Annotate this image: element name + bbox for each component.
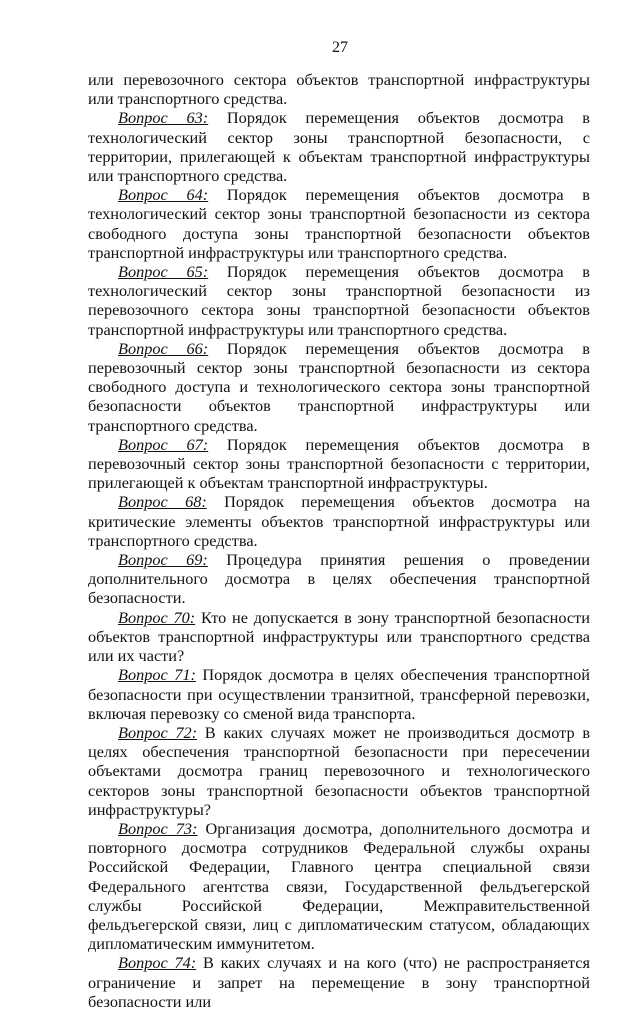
question-64 (88, 185, 590, 262)
question-label: Вопрос 67: (118, 434, 209, 454)
question-text: Порядок перемещения объектов досмотра на критические элементы объектов транспортной инфраструктуры или транспортного средства. (88, 492, 590, 550)
question-text: Кто не допускается в зону транспортной безопасности объектов транспортной инфраструктуры или транспортного средства или их части? (88, 607, 590, 666)
question-text: Порядок перемещения объектов досмотра в технологический сектор зоны транспортной безопасности, с территории, прилегающей к объектам транспортной инфраструктуры или транспортного средства. (88, 108, 590, 186)
question-label: Вопрос 64: (118, 185, 209, 205)
question-label: Вопрос 69: (118, 550, 208, 570)
question-69 (88, 550, 590, 608)
question-text: Порядок перемещения объектов досмотра в перевозочный сектор зоны транспортной безопасности с территории, прилегающей к объектам транспортной инфраструктуры. (88, 434, 590, 493)
question-label: Вопрос 65: (118, 262, 209, 282)
question-66 (88, 339, 590, 435)
question-label: Вопрос 71: (118, 665, 196, 685)
paragraph-continuation (88, 70, 590, 108)
question-text: В каких случаях и на кого (что) не распространяется ограничение и запрет на перемещение в зону транспортной безопасности или (88, 953, 591, 1011)
paragraph-text: или перевозочного сектора объектов транспортной инфраструктуры или транспортного средства. (88, 70, 590, 109)
question-text: Порядок досмотра в целях обеспечения транспортной безопасности при осуществлении транзитной, трансферной перевозки, включая перевозку со сменой вида транспорта. (88, 665, 590, 723)
question-73 (88, 819, 590, 953)
question-70 (88, 608, 590, 666)
question-67 (88, 435, 590, 493)
question-72 (88, 723, 590, 819)
document-body (88, 70, 590, 1011)
question-68 (88, 492, 590, 550)
question-text: Порядок перемещения объектов досмотра в перевозочный сектор зоны транспортной безопасности из сектора свободного доступа и технологического сектора зоны транспортной безопасности объектов транспортной инфраструктуры или транспортного средства. (88, 338, 590, 435)
question-label: Вопрос 74: (118, 953, 197, 973)
question-text: Процедура принятия решения о проведении дополнительного досмотра в целях обеспечения транспортной безопасности. (88, 550, 590, 608)
question-label: Вопрос 72: (118, 722, 198, 742)
question-label: Вопрос 73: (118, 818, 198, 838)
question-label: Вопрос 63: (118, 108, 209, 128)
question-71 (88, 665, 590, 723)
question-text: Порядок перемещения объектов досмотра в технологический сектор зоны транспортной безопасности из сектора свободного доступа зоны транспортной безопасности объектов транспортной инфраструктуры или транспортного средства. (88, 185, 590, 262)
question-74 (88, 953, 590, 1011)
question-label: Вопрос 66: (118, 338, 209, 358)
question-63 (88, 108, 590, 185)
question-text: Организация досмотра, дополнительного досмотра и повторного досмотра сотрудников Федеральной службы охраны Российской Федерации, Главного центра специальной связи Федерального агентства связи, Государственной фельдъегерской службы Российской Федерации, Межправительственной фельдъегерской связи, лиц с дипломатическим статусом, обладающих дипломатическим иммунитетом. (88, 818, 590, 954)
page-number: 27 (332, 39, 348, 56)
question-text: В каких случаях может не производиться досмотр в целях обеспечения транспортной безопасности при пересечении объектами досмотра границ перевозочного и технологического секторов зоны транспортной безопасности объектов транспортной инфраструктуры? (88, 722, 591, 819)
question-label: Вопрос 70: (118, 607, 196, 627)
question-text: Порядок перемещения объектов досмотра в технологический сектор зоны транспортной безопасности из перевозочного сектора зоны транспортной безопасности объектов транспортной инфраструктуры или транспортного средства. (88, 262, 590, 339)
question-label: Вопрос 68: (118, 492, 207, 512)
question-65 (88, 262, 590, 339)
